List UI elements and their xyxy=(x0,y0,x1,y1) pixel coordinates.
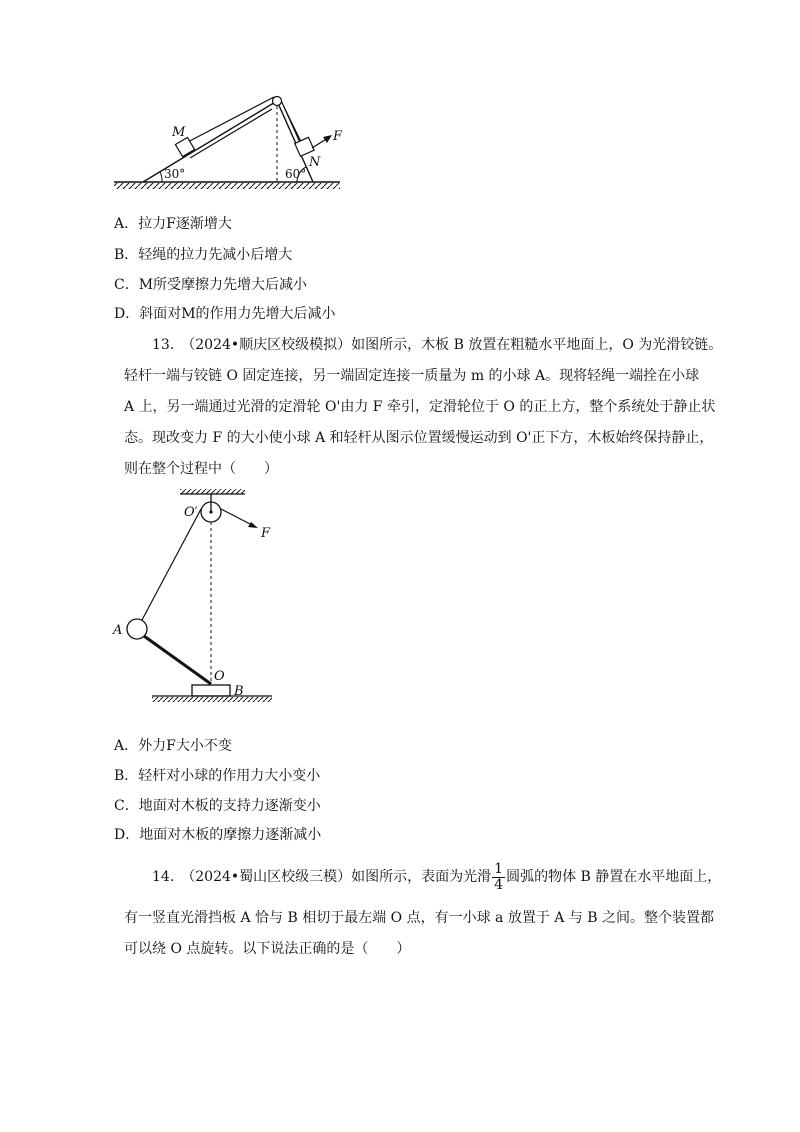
q13-line-3: A 上，另一端通过光滑的定滑轮 O'由力 F 牵引，定滑轮位于 O 的正上方，整个系统处于静止状 xyxy=(124,399,716,415)
force-f-arrow xyxy=(221,509,258,528)
figure-rod-ball-pulley xyxy=(0,480,800,710)
q14-line-1 xyxy=(152,857,752,897)
angle-60: 60° xyxy=(285,167,307,181)
q13-option-d: D．地面对木板的摩擦力逐渐减小 xyxy=(114,827,322,843)
figure-incline-pulley xyxy=(0,0,800,210)
light-rod xyxy=(144,636,211,684)
label-b: B xyxy=(234,684,244,699)
pulley xyxy=(273,97,282,106)
block-n xyxy=(295,137,314,156)
fraction-quarter: $\frac{1}{4}$ xyxy=(494,860,504,893)
ball-a xyxy=(127,619,147,639)
q13-option-a: A．外力F大小不变 xyxy=(114,738,232,754)
rope xyxy=(182,97,304,158)
angle-arc-left xyxy=(160,172,162,182)
q12-option-c: C．M所受摩擦力先增大后减小 xyxy=(114,277,308,293)
label-f: F xyxy=(261,526,271,541)
ground-line xyxy=(114,182,340,189)
label-n: N xyxy=(309,155,321,170)
force-f-arrow xyxy=(312,135,332,148)
q14-line-1-end: 圆弧的物体 B 静置在水平地面上， xyxy=(506,869,722,885)
q14-line-2: 有一竖直光滑挡板 A 恰与 B 相切于最左端 O 点，有一小球 a 放置于 A 与 B 之间。整个装置都 xyxy=(124,910,715,926)
label-o: O xyxy=(214,669,225,684)
board-b xyxy=(192,685,230,696)
angle-30: 30° xyxy=(164,167,186,181)
q13-line-5: 则在整个过程中（ ） xyxy=(124,461,278,477)
label-m: M xyxy=(172,125,186,140)
q13-line-4: 态。现改变力 F 的大小使小球 A 和轻杆从图示位置缓慢运动到 O'正下方，木板始终保持静止， xyxy=(124,430,714,446)
q12-option-d: D．斜面对M的作用力先增大后减小 xyxy=(114,306,336,322)
q13-line-1: 13. （2024•顺庆区校级模拟）如图所示，木板 B 放置在粗糙水平地面上，O 为光滑铰链。 xyxy=(152,337,723,353)
label-o-prime: O′ xyxy=(184,505,198,520)
q12-option-a: A．拉力F逐渐增大 xyxy=(114,216,232,232)
label-a: A xyxy=(113,623,123,638)
q14-line-3: 可以绕 O 点旋转。以下说法正确的是（ ） xyxy=(124,941,411,957)
q13-option-c: C．地面对木板的支持力逐渐变小 xyxy=(114,798,321,814)
label-f: F xyxy=(333,129,343,144)
ground xyxy=(152,696,272,702)
q13-line-2: 轻杆一端与铰链 O 固定连接，另一端固定连接一质量为 m 的小球 A。现将轻绳一端拴在小球 xyxy=(124,368,700,384)
rope-a xyxy=(142,509,201,620)
ceiling xyxy=(180,489,245,494)
q12-option-b: B．轻绳的拉力先减小后增大 xyxy=(114,247,293,263)
q14-line-1-start: 14. （2024•蜀山区校级三模）如图所示，表面为光滑 xyxy=(152,869,492,885)
q13-option-b: B．轻杆对小球的作用力大小变小 xyxy=(114,768,321,784)
